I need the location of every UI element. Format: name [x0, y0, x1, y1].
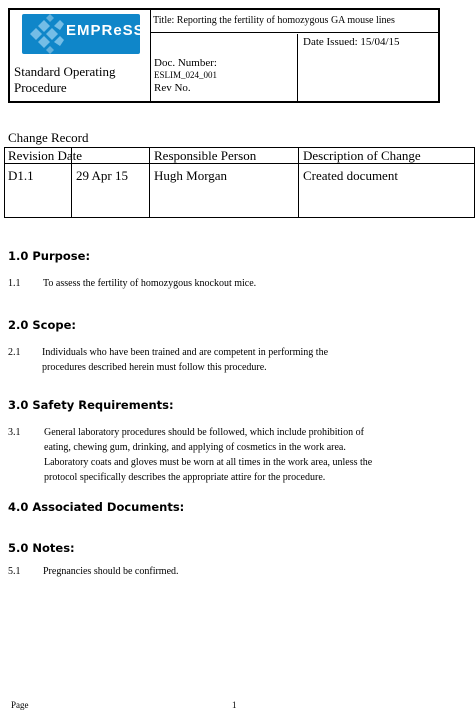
table-cell-revision: D1.1	[8, 168, 34, 183]
purpose-text: To assess the fertility of homozygous knockout mice.	[43, 278, 257, 289]
footer-page-number: 1	[232, 700, 237, 710]
scope-line: Individuals who have been trained and are competent in performing the	[42, 347, 329, 358]
logo-grid-icon	[24, 14, 64, 54]
doc-number-cell	[151, 34, 298, 103]
document-title: Title: Reporting the fertility of homozygous GA mouse lines	[151, 10, 440, 33]
item-number: 3.1	[8, 427, 21, 438]
sop-label-line2: Procedure	[14, 80, 67, 95]
safety-text	[44, 425, 372, 485]
table-cell-date: 29 Apr 15	[76, 168, 128, 183]
scope-line: procedures described herein must follow this procedure.	[42, 362, 267, 373]
safety-line: eating, chewing gum, drinking, and applying of cosmetics in the work area.	[44, 442, 346, 453]
scope-text	[42, 345, 328, 375]
sop-label-line1: Standard Operating	[14, 64, 116, 79]
sop-label	[14, 64, 144, 96]
safety-line: protocol specifically describes the appropriate attire for the procedure.	[44, 472, 326, 483]
doc-number: ESLIM_024_001	[154, 70, 217, 80]
date-issued: Date Issued: 15/04/15	[303, 36, 400, 48]
change-record-table	[4, 147, 475, 218]
section-heading-safety: 3.0 Safety Requirements:	[8, 398, 174, 412]
doc-number-label: Doc. Number:	[154, 57, 217, 69]
column-header: Responsible Person	[154, 148, 257, 163]
rev-number-label: Rev No.	[154, 82, 191, 94]
table-cell-person: Hugh Morgan	[154, 168, 228, 183]
logo-text: EMPReSS	[66, 22, 145, 39]
section-heading-associated-documents: 4.0 Associated Documents:	[8, 500, 185, 514]
item-number: 5.1	[8, 566, 21, 577]
change-record-title: Change Record	[8, 130, 89, 145]
logo-cell	[10, 10, 151, 103]
column-header: Revision Date	[8, 148, 83, 163]
document-header	[8, 8, 440, 103]
safety-line: General laboratory procedures should be followed, which include prohibition of	[44, 427, 364, 438]
empress-logo	[22, 14, 145, 54]
section-heading-notes: 5.0 Notes:	[8, 541, 75, 555]
item-number: 1.1	[8, 278, 21, 289]
section-heading-purpose: 1.0 Purpose:	[8, 249, 91, 263]
footer-page-label: Page	[11, 700, 29, 710]
section-heading-scope: 2.0 Scope:	[8, 318, 77, 332]
safety-line: Laboratory coats and gloves must be worn at all times in the work area, unless the	[44, 457, 373, 468]
table-cell-description: Created document	[303, 168, 398, 183]
notes-text: Pregnancies should be confirmed.	[43, 566, 179, 577]
item-number: 2.1	[8, 347, 21, 358]
column-header: Description of Change	[303, 148, 421, 163]
